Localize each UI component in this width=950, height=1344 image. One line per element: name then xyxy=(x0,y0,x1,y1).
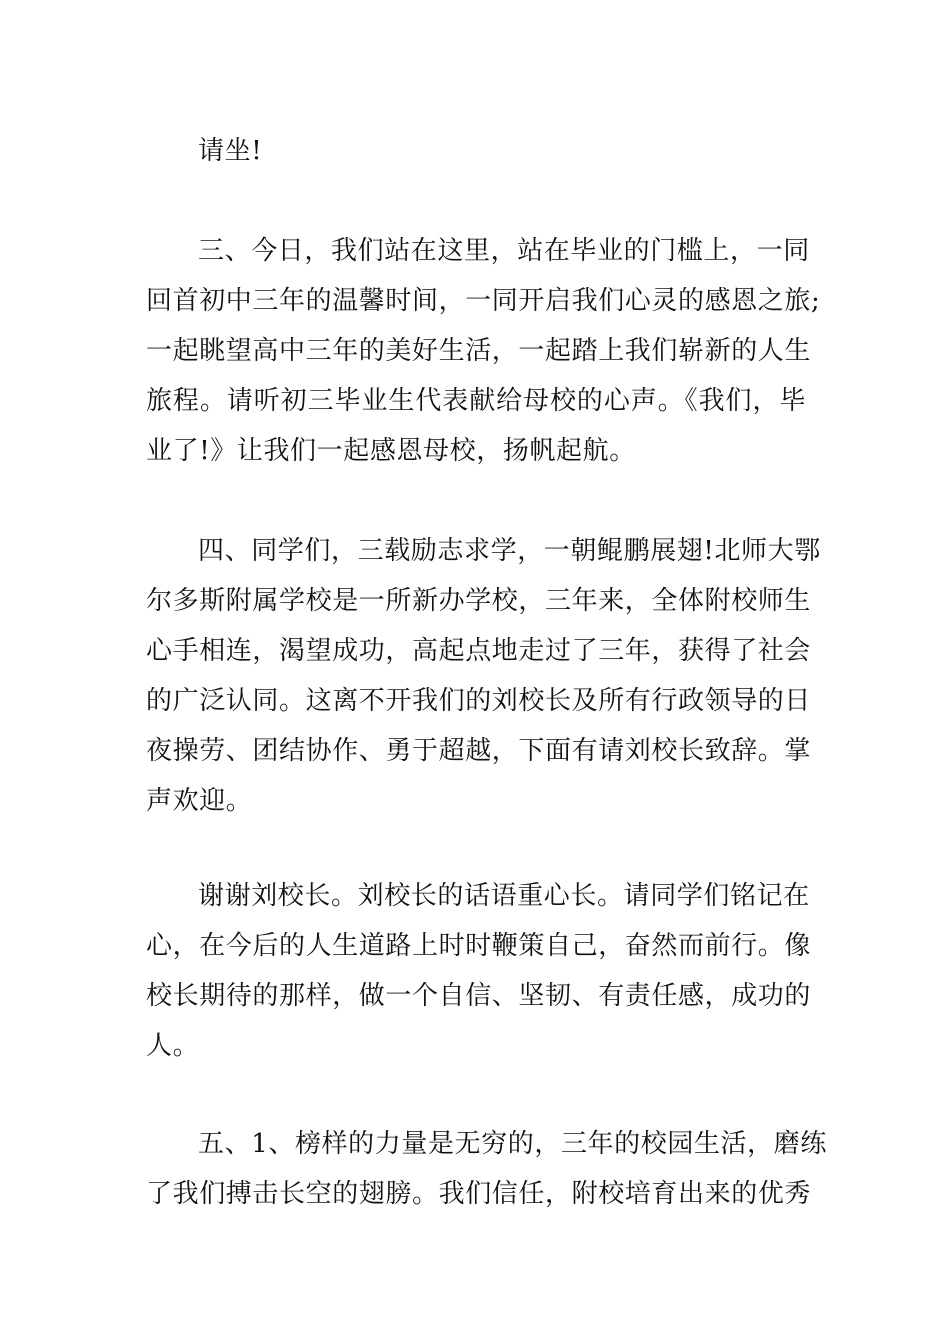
paragraph-line: 心手相连，渴望成功，高起点地走过了三年，获得了社会 xyxy=(146,636,812,666)
paragraph-line: 心，在今后的人生道路上时时鞭策自己，奋然而前行。像 xyxy=(146,931,812,961)
paragraph-line: 四、同学们，三载励志求学，一朝鲲鹏展翅!北师大鄂 xyxy=(198,536,821,566)
paragraph-line: 旅程。请听初三毕业生代表献给母校的心声。《我们，毕 xyxy=(146,386,806,416)
paragraph-line: 的广泛认同。这离不开我们的刘校长及所有行政领导的日 xyxy=(146,686,812,716)
paragraph-line: 夜操劳、团结协作、勇于超越，下面有请刘校长致辞。掌 xyxy=(146,736,812,766)
paragraph-line: 了我们搏击长空的翅膀。我们信任，附校培育出来的优秀 xyxy=(146,1179,812,1209)
paragraph-line: 三、今日，我们站在这里，站在毕业的门槛上，一同 xyxy=(198,236,810,266)
paragraph-line: 谢谢刘校长。刘校长的话语重心长。请同学们铭记在 xyxy=(198,881,810,911)
paragraph-line: 人。 xyxy=(146,1031,200,1061)
paragraph-line: 声欢迎。 xyxy=(146,786,253,816)
paragraph-line: 业了!》让我们一起感恩母校，扬帆起航。 xyxy=(146,436,636,466)
paragraph-line: 校长期待的那样，做一个自信、坚韧、有责任感，成功的 xyxy=(146,981,812,1011)
paragraph-line: 五、1、榜样的力量是无穷的，三年的校园生活，磨练 xyxy=(198,1129,827,1159)
paragraph-line: 尔多斯附属学校是一所新办学校，三年来，全体附校师生 xyxy=(146,586,812,616)
paragraph-line: 请坐! xyxy=(198,136,263,166)
paragraph-line: 回首初中三年的温馨时间，一同开启我们心灵的感恩之旅; xyxy=(146,286,821,316)
paragraph-line: 一起眺望高中三年的美好生活，一起踏上我们崭新的人生 xyxy=(146,336,812,366)
